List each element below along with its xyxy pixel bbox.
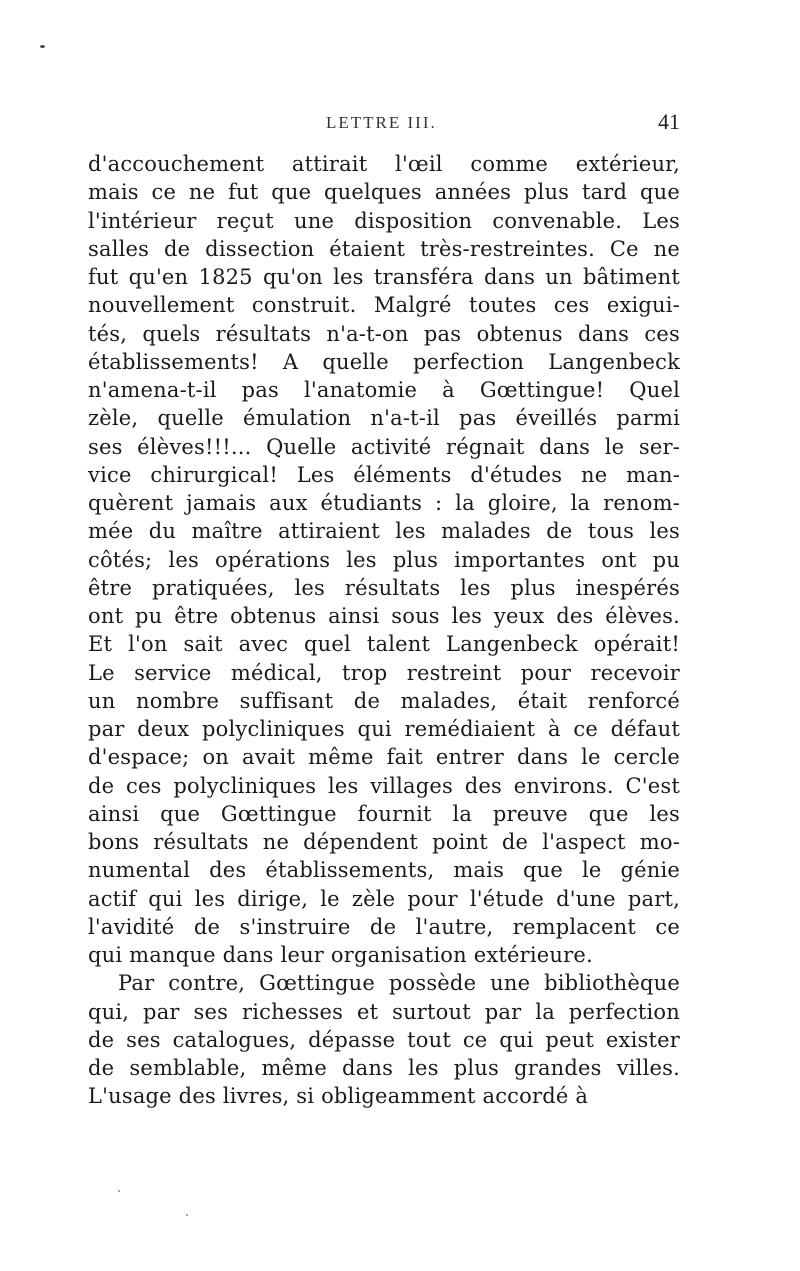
- text-line: mée du maître attiraient les malades de tous les: [88, 519, 680, 544]
- text-line: Le service médical, trop restreint pour recevoir: [88, 660, 680, 685]
- text-line: nouvellement construit. Malgré toutes ces exigui-: [88, 293, 680, 318]
- text-line: ses élèves!!!... Quelle activité régnait dans le ser-: [88, 434, 680, 459]
- text-line: ont pu être obtenus ainsi sous les yeux des élèves.: [88, 604, 680, 628]
- text-line: côtés; les opérations les plus importantes ont pu: [88, 547, 680, 572]
- print-speck: [186, 1214, 188, 1216]
- text-line: par deux polycliniques qui remédiaient à ce défaut: [88, 717, 680, 741]
- text-line: fut qu'en 1825 qu'on les transféra dans un bâtiment: [88, 265, 680, 289]
- text-line: d'accouchement attirait l'œil comme extérieur,: [88, 152, 680, 176]
- text-line: l'avidité de s'instruire de l'autre, remplacent ce: [88, 914, 680, 939]
- text-line: quèrent jamais aux étudiants : la gloire, la renom-: [88, 491, 680, 515]
- text-line: zèle, quelle émulation n'a-t-il pas éveillés parmi: [88, 406, 680, 431]
- page-number: 41: [658, 109, 680, 134]
- text-line: un nombre suffisant de malades, était renforcé: [88, 688, 680, 713]
- text-line: l'intérieur reçut une disposition convenable. Les: [88, 208, 680, 233]
- running-head: LETTRE III.: [326, 113, 437, 132]
- page-header: [88, 109, 680, 143]
- text-line: actif qui les dirige, le zèle pour l'étude d'une part,: [88, 886, 680, 911]
- text-line: être pratiquées, les résultats les plus inespérés: [88, 575, 680, 600]
- text-line: salles de dissection étaient très-restreintes. Ce ne: [88, 236, 680, 261]
- body-text: [88, 150, 680, 1111]
- text-line: Par contre, Gœttingue possède une bibliothèque: [118, 971, 680, 996]
- text-line: d'espace; on avait même fait entrer dans le cercle: [88, 745, 680, 770]
- text-line: Et l'on sait avec quel talent Langenbeck opérait!: [88, 632, 680, 657]
- text-line: tés, quels résultats n'a-t-on pas obtenus dans ces: [88, 321, 680, 346]
- text-line: vice chirurgical! Les éléments d'études ne man-: [88, 462, 680, 487]
- text-line: qui, par ses richesses et surtout par la perfection: [88, 999, 680, 1024]
- text-line: établissements! A quelle perfection Langenbeck: [88, 349, 680, 374]
- text-line: qui manque dans leur organisation extérieure.: [88, 943, 593, 967]
- print-speck: [40, 45, 45, 48]
- text-line: de ces polycliniques les villages des environs. C'est: [88, 773, 680, 798]
- text-line: n'amena-t-il pas l'anatomie à Gœttingue! Quel: [88, 378, 680, 402]
- text-line: ainsi que Gœttingue fournit la preuve que les: [88, 801, 680, 826]
- text-line: L'usage des livres, si obligeamment accordé à: [88, 1084, 589, 1109]
- text-line: bons résultats ne dépendent point de l'aspect mo-: [88, 830, 680, 854]
- text-line: mais ce ne fut que quelques années plus tard que: [88, 180, 680, 205]
- text-line: de semblable, même dans les plus grandes villes.: [88, 1056, 680, 1080]
- print-speck: [118, 1190, 120, 1192]
- text-line: de ses catalogues, dépasse tout ce qui peut exister: [88, 1027, 680, 1052]
- text-line: numental des établissements, mais que le génie: [88, 858, 680, 883]
